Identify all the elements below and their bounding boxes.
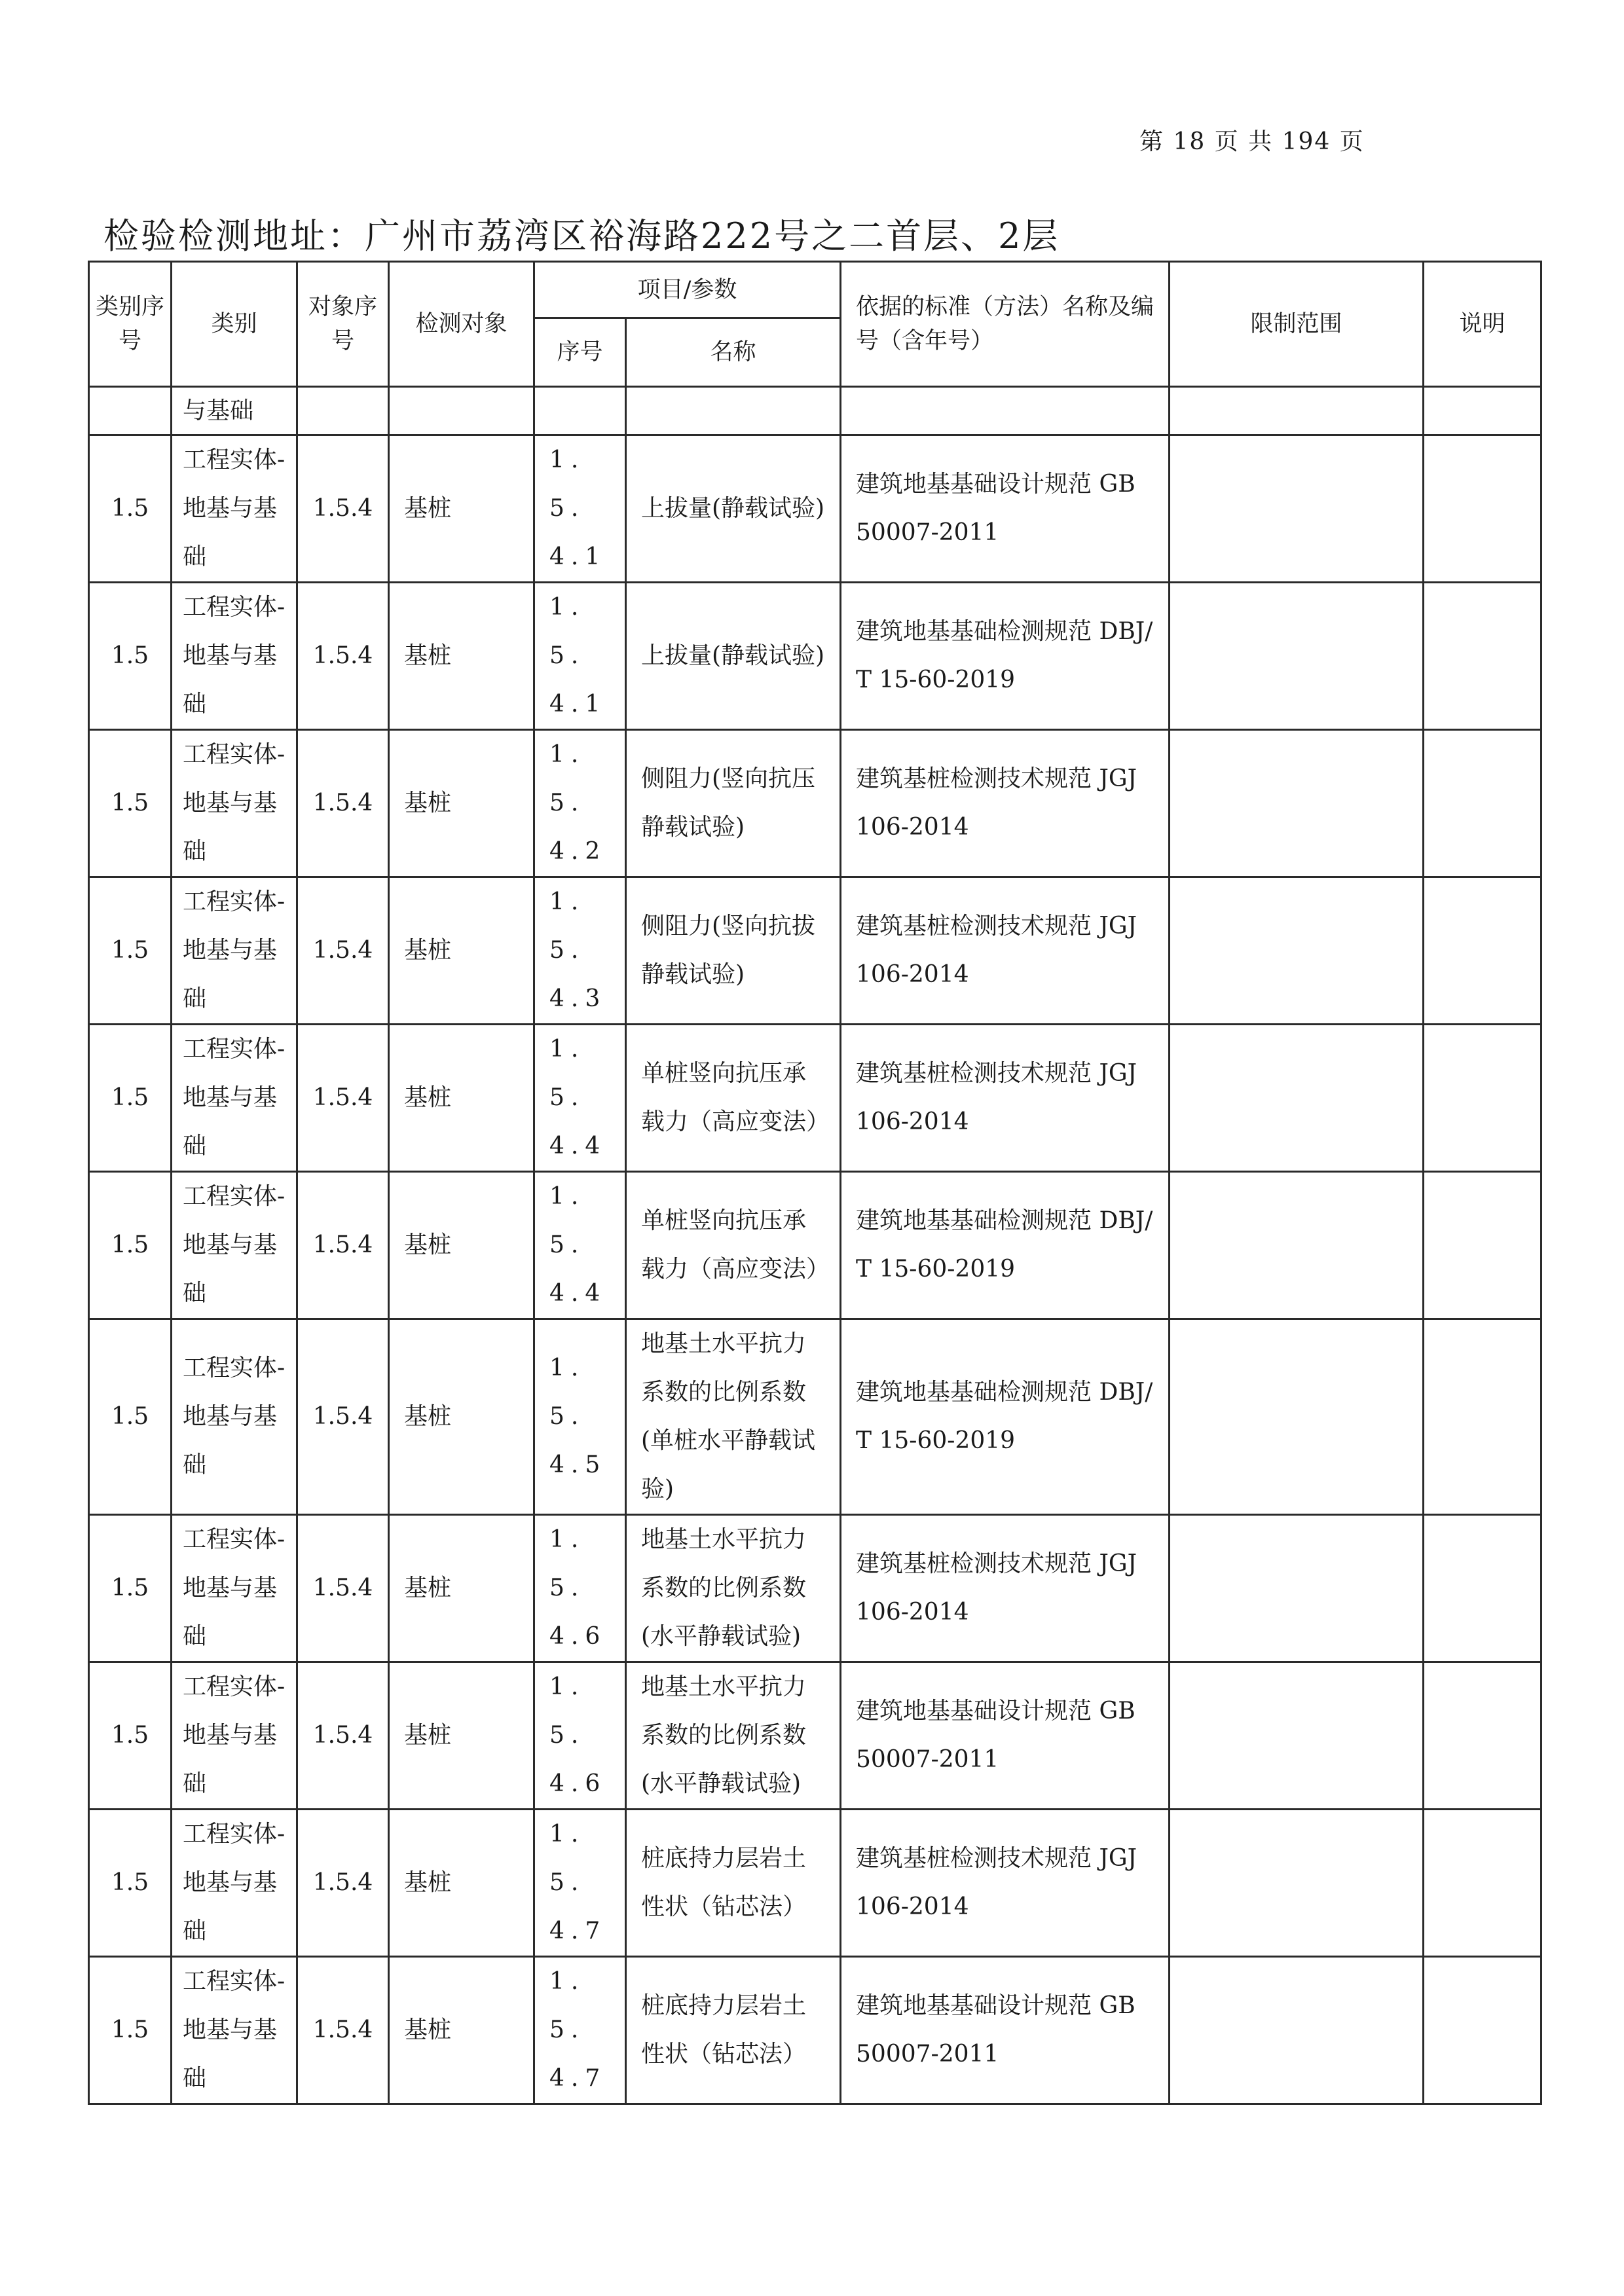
cell-obj-seq: 1.5.4 xyxy=(297,583,389,730)
page-number: 第 18 页 共 194 页 xyxy=(1139,128,1365,155)
cell-cat-seq: 1.5 xyxy=(89,1319,172,1515)
inspection-address: 检验检测地址：广州市荔湾区裕海路222号之二首层、2层 xyxy=(103,215,1060,257)
cell-category: 工程实体-地基与基础 xyxy=(172,1957,297,2104)
cell-object: 基桩 xyxy=(389,1319,534,1515)
cell-item-name: 侧阻力(竖向抗拔静载试验) xyxy=(626,877,841,1025)
cell-empty xyxy=(89,387,172,435)
cell-cat-seq: 1.5 xyxy=(89,730,172,877)
cell-item-seq: 1.5.4.3 xyxy=(534,877,626,1025)
cell-standard: 建筑基桩检测技术规范 JGJ 106-2014 xyxy=(841,1025,1170,1172)
cell-obj-seq: 1.5.4 xyxy=(297,1662,389,1810)
table-row xyxy=(89,1025,1541,1172)
cell-item-seq: 1.5.4.5 xyxy=(534,1319,626,1515)
continuation-category: 与基础 xyxy=(172,387,297,435)
header-limit: 限制范围 xyxy=(1170,262,1424,387)
cell-limit xyxy=(1170,435,1424,583)
cell-object: 基桩 xyxy=(389,877,534,1025)
table-row xyxy=(89,1319,1541,1515)
cell-limit xyxy=(1170,1957,1424,2104)
table-row xyxy=(89,1172,1541,1319)
cell-category: 工程实体-地基与基础 xyxy=(172,1172,297,1319)
cell-note xyxy=(1424,435,1541,583)
cell-empty xyxy=(297,387,389,435)
cell-empty xyxy=(389,387,534,435)
cell-cat-seq: 1.5 xyxy=(89,583,172,730)
cell-category: 工程实体-地基与基础 xyxy=(172,730,297,877)
cell-standard: 建筑地基基础检测规范 DBJ/T 15-60-2019 xyxy=(841,583,1170,730)
cell-item-name: 桩底持力层岩土性状（钻芯法） xyxy=(626,1810,841,1957)
cell-cat-seq: 1.5 xyxy=(89,435,172,583)
cell-empty xyxy=(1424,387,1541,435)
cell-standard: 建筑地基基础检测规范 DBJ/T 15-60-2019 xyxy=(841,1319,1170,1515)
cell-limit xyxy=(1170,1319,1424,1515)
cell-note xyxy=(1424,877,1541,1025)
cell-limit xyxy=(1170,1662,1424,1810)
cell-note xyxy=(1424,1319,1541,1515)
header-category: 类别 xyxy=(172,262,297,387)
header-object: 检测对象 xyxy=(389,262,534,387)
cell-limit xyxy=(1170,1025,1424,1172)
cell-obj-seq: 1.5.4 xyxy=(297,730,389,877)
cell-object: 基桩 xyxy=(389,1025,534,1172)
cell-item-seq: 1.5.4.4 xyxy=(534,1025,626,1172)
table-row xyxy=(89,730,1541,877)
cell-limit xyxy=(1170,1515,1424,1662)
cell-object: 基桩 xyxy=(389,1515,534,1662)
cell-object: 基桩 xyxy=(389,583,534,730)
cell-empty xyxy=(626,387,841,435)
cell-obj-seq: 1.5.4 xyxy=(297,1172,389,1319)
cell-category: 工程实体-地基与基础 xyxy=(172,583,297,730)
header-note: 说明 xyxy=(1424,262,1541,387)
cell-obj-seq: 1.5.4 xyxy=(297,1319,389,1515)
cell-note xyxy=(1424,1810,1541,1957)
cell-item-seq: 1.5.4.6 xyxy=(534,1662,626,1810)
table-row xyxy=(89,1515,1541,1662)
continuation-row xyxy=(89,387,1541,435)
cell-limit xyxy=(1170,730,1424,877)
cell-category: 工程实体-地基与基础 xyxy=(172,1319,297,1515)
cell-obj-seq: 1.5.4 xyxy=(297,1025,389,1172)
cell-note xyxy=(1424,1172,1541,1319)
cell-obj-seq: 1.5.4 xyxy=(297,877,389,1025)
cell-item-seq: 1.5.4.6 xyxy=(534,1515,626,1662)
cell-obj-seq: 1.5.4 xyxy=(297,1810,389,1957)
cell-category: 工程实体-地基与基础 xyxy=(172,1662,297,1810)
cell-item-seq: 1.5.4.1 xyxy=(534,583,626,730)
table-row xyxy=(89,583,1541,730)
cell-object: 基桩 xyxy=(389,1957,534,2104)
cell-cat-seq: 1.5 xyxy=(89,1515,172,1662)
cell-item-name: 上拔量(静载试验) xyxy=(626,435,841,583)
cell-empty xyxy=(534,387,626,435)
cell-standard: 建筑基桩检测技术规范 JGJ 106-2014 xyxy=(841,730,1170,877)
table-row xyxy=(89,1810,1541,1957)
cell-standard: 建筑地基基础设计规范 GB 50007-2011 xyxy=(841,1957,1170,2104)
cell-standard: 建筑地基基础设计规范 GB 50007-2011 xyxy=(841,435,1170,583)
cell-object: 基桩 xyxy=(389,1810,534,1957)
cell-note xyxy=(1424,1662,1541,1810)
cell-cat-seq: 1.5 xyxy=(89,1025,172,1172)
header-cat-seq: 类别序号 xyxy=(89,262,172,387)
qualification-table xyxy=(88,261,1542,2105)
cell-item-name: 侧阻力(竖向抗压静载试验) xyxy=(626,730,841,877)
cell-note xyxy=(1424,583,1541,730)
cell-category: 工程实体-地基与基础 xyxy=(172,1515,297,1662)
cell-limit xyxy=(1170,877,1424,1025)
cell-item-name: 单桩竖向抗压承载力（高应变法） xyxy=(626,1025,841,1172)
cell-item-name: 地基土水平抗力系数的比例系数(水平静载试验) xyxy=(626,1662,841,1810)
cell-item-seq: 1.5.4.4 xyxy=(534,1172,626,1319)
cell-limit xyxy=(1170,1810,1424,1957)
table-row xyxy=(89,877,1541,1025)
cell-item-seq: 1.5.4.2 xyxy=(534,730,626,877)
cell-cat-seq: 1.5 xyxy=(89,1662,172,1810)
cell-standard: 建筑地基基础检测规范 DBJ/T 15-60-2019 xyxy=(841,1172,1170,1319)
cell-note xyxy=(1424,1957,1541,2104)
cell-item-seq: 1.5.4.7 xyxy=(534,1957,626,2104)
cell-category: 工程实体-地基与基础 xyxy=(172,877,297,1025)
cell-empty xyxy=(1170,387,1424,435)
cell-note xyxy=(1424,1515,1541,1662)
header-item-seq: 序号 xyxy=(534,318,626,387)
cell-object: 基桩 xyxy=(389,730,534,877)
cell-note xyxy=(1424,1025,1541,1172)
cell-category: 工程实体-地基与基础 xyxy=(172,435,297,583)
table-row xyxy=(89,1662,1541,1810)
header-obj-seq: 对象序号 xyxy=(297,262,389,387)
cell-category: 工程实体-地基与基础 xyxy=(172,1025,297,1172)
cell-limit xyxy=(1170,1172,1424,1319)
cell-item-seq: 1.5.4.1 xyxy=(534,435,626,583)
cell-limit xyxy=(1170,583,1424,730)
cell-item-name: 上拔量(静载试验) xyxy=(626,583,841,730)
cell-cat-seq: 1.5 xyxy=(89,877,172,1025)
cell-standard: 建筑基桩检测技术规范 JGJ 106-2014 xyxy=(841,1810,1170,1957)
cell-note xyxy=(1424,730,1541,877)
cell-item-name: 桩底持力层岩土性状（钻芯法） xyxy=(626,1957,841,2104)
cell-standard: 建筑基桩检测技术规范 JGJ 106-2014 xyxy=(841,1515,1170,1662)
cell-cat-seq: 1.5 xyxy=(89,1957,172,2104)
cell-cat-seq: 1.5 xyxy=(89,1172,172,1319)
cell-cat-seq: 1.5 xyxy=(89,1810,172,1957)
cell-object: 基桩 xyxy=(389,1172,534,1319)
cell-object: 基桩 xyxy=(389,1662,534,1810)
cell-item-name: 地基土水平抗力系数的比例系数(单桩水平静载试验) xyxy=(626,1319,841,1515)
cell-empty xyxy=(841,387,1170,435)
cell-obj-seq: 1.5.4 xyxy=(297,435,389,583)
header-item-param: 项目/参数 xyxy=(534,262,841,318)
cell-category: 工程实体-地基与基础 xyxy=(172,1810,297,1957)
cell-item-seq: 1.5.4.7 xyxy=(534,1810,626,1957)
cell-item-name: 地基土水平抗力系数的比例系数(水平静载试验) xyxy=(626,1515,841,1662)
header-standard: 依据的标准（方法）名称及编号（含年号） xyxy=(841,262,1170,387)
header-row xyxy=(89,262,1541,318)
cell-object: 基桩 xyxy=(389,435,534,583)
cell-obj-seq: 1.5.4 xyxy=(297,1957,389,2104)
cell-standard: 建筑地基基础设计规范 GB 50007-2011 xyxy=(841,1662,1170,1810)
cell-standard: 建筑基桩检测技术规范 JGJ 106-2014 xyxy=(841,877,1170,1025)
table-row xyxy=(89,435,1541,583)
header-item-name: 名称 xyxy=(626,318,841,387)
cell-obj-seq: 1.5.4 xyxy=(297,1515,389,1662)
cell-item-name: 单桩竖向抗压承载力（高应变法） xyxy=(626,1172,841,1319)
table-row xyxy=(89,1957,1541,2104)
